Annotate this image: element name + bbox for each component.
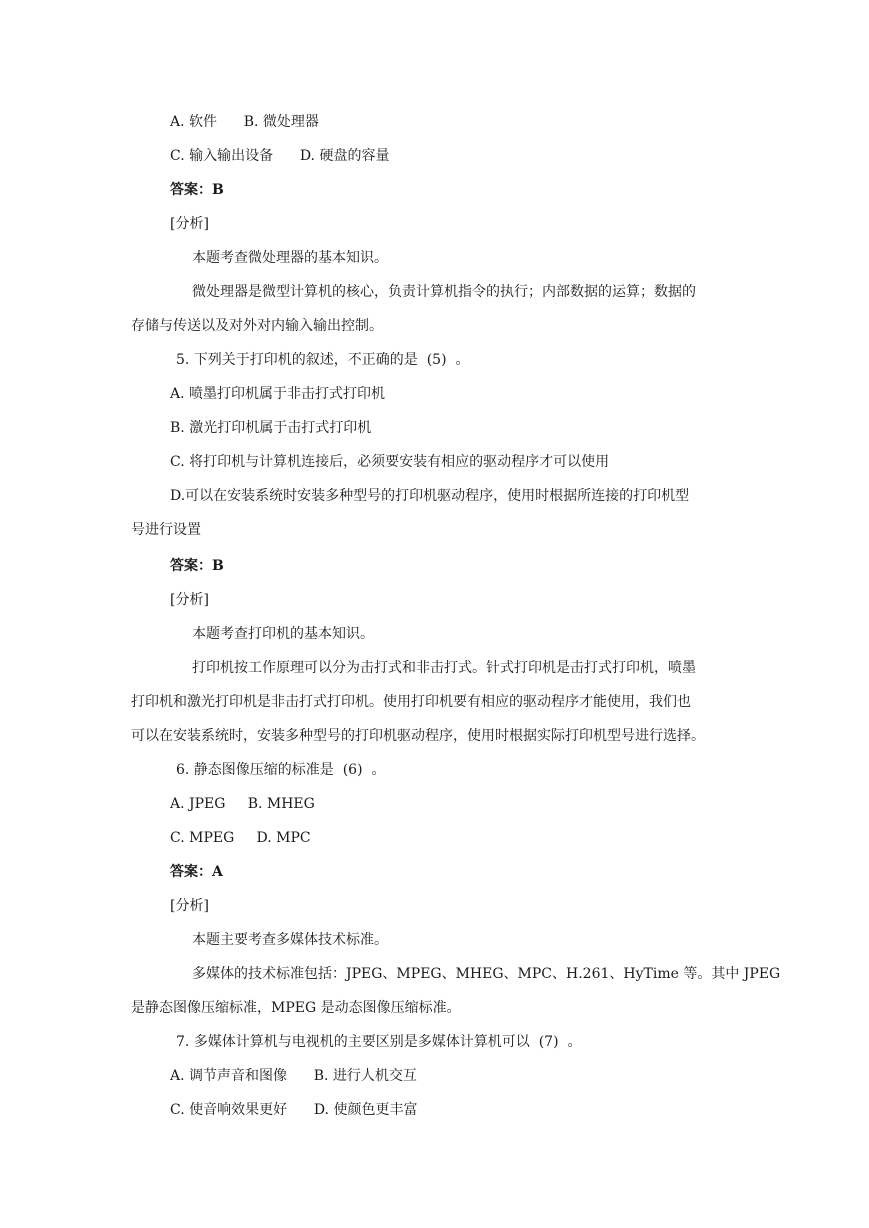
q5-analysis-paragraph-2-line-2: 打印机和激光打印机是非击打式打印机。使用打印机要有相应的驱动程序才能使用，我们也 bbox=[131, 694, 691, 710]
q6-analysis-paragraph-1: 本题主要考查多媒体技术标准。 bbox=[192, 932, 388, 948]
q4-analysis-paragraph-2-line-2: 存储与传送以及对外对内输入输出控制。 bbox=[131, 318, 383, 334]
q6-analysis-label: [分析] bbox=[170, 898, 209, 914]
q5-option-a: A. 喷墨打印机属于非击打式打印机 bbox=[170, 386, 386, 402]
q6-analysis-paragraph-2-line-2: 是静态图像压缩标准，MPEG 是动态图像压缩标准。 bbox=[131, 1000, 461, 1016]
q6-analysis-paragraph-2-line-1: 多媒体的技术标准包括：JPEG、MPEG、MHEG、MPC、H.261、HyTime 等。其中 JPEG bbox=[192, 966, 781, 982]
q5-option-b: B. 激光打印机属于击打式打印机 bbox=[170, 420, 372, 436]
q5-analysis-paragraph-2-line-3: 可以在安装系统时，安装多种型号的打印机驱动程序，使用时根据实际打印机型号进行选择。 bbox=[131, 728, 705, 744]
q5-option-c: C. 将打印机与计算机连接后，必须要安装有相应的驱动程序才可以使用 bbox=[170, 454, 610, 470]
q7-question: 7. 多媒体计算机与电视机的主要区别是多媒体计算机可以 (7) 。 bbox=[176, 1034, 582, 1050]
q5-answer: 答案：B bbox=[170, 558, 224, 574]
q5-option-d-line-2: 号进行设置 bbox=[131, 522, 201, 538]
q6-options-ab: A. JPEG B. MHEG bbox=[170, 796, 315, 812]
q4-options-ab: A. 软件 B. 微处理器 bbox=[170, 114, 319, 130]
q5-analysis-label: [分析] bbox=[170, 592, 209, 608]
q5-question: 5. 下列关于打印机的叙述，不正确的是 (5) 。 bbox=[176, 352, 470, 368]
q4-answer: 答案：B bbox=[170, 182, 224, 198]
q5-analysis-paragraph-2-line-1: 打印机按工作原理可以分为击打式和非击打式。针式打印机是击打式打印机，喷墨 bbox=[192, 660, 696, 676]
q6-answer: 答案：A bbox=[170, 864, 223, 880]
q4-analysis-paragraph-2-line-1: 微处理器是微型计算机的核心，负责计算机指令的执行；内部数据的运算；数据的 bbox=[192, 284, 696, 300]
q6-options-cd: C. MPEG D. MPC bbox=[170, 830, 311, 846]
q7-options-ab: A. 调节声音和图像 B. 进行人机交互 bbox=[170, 1068, 417, 1084]
q6-question: 6. 静态图像压缩的标准是 (6) 。 bbox=[176, 762, 386, 778]
q4-options-cd: C. 输入输出设备 D. 硬盘的容量 bbox=[170, 148, 390, 164]
q7-options-cd: C. 使音响效果更好 D. 使颜色更丰富 bbox=[170, 1102, 418, 1118]
q4-analysis-paragraph-1: 本题考查微处理器的基本知识。 bbox=[192, 250, 388, 266]
q5-option-d-line-1: D.可以在安装系统时安装多种型号的打印机驱动程序，使用时根据所连接的打印机型 bbox=[170, 488, 690, 504]
q5-analysis-paragraph-1: 本题考查打印机的基本知识。 bbox=[192, 626, 374, 642]
q4-analysis-label: [分析] bbox=[170, 216, 209, 232]
